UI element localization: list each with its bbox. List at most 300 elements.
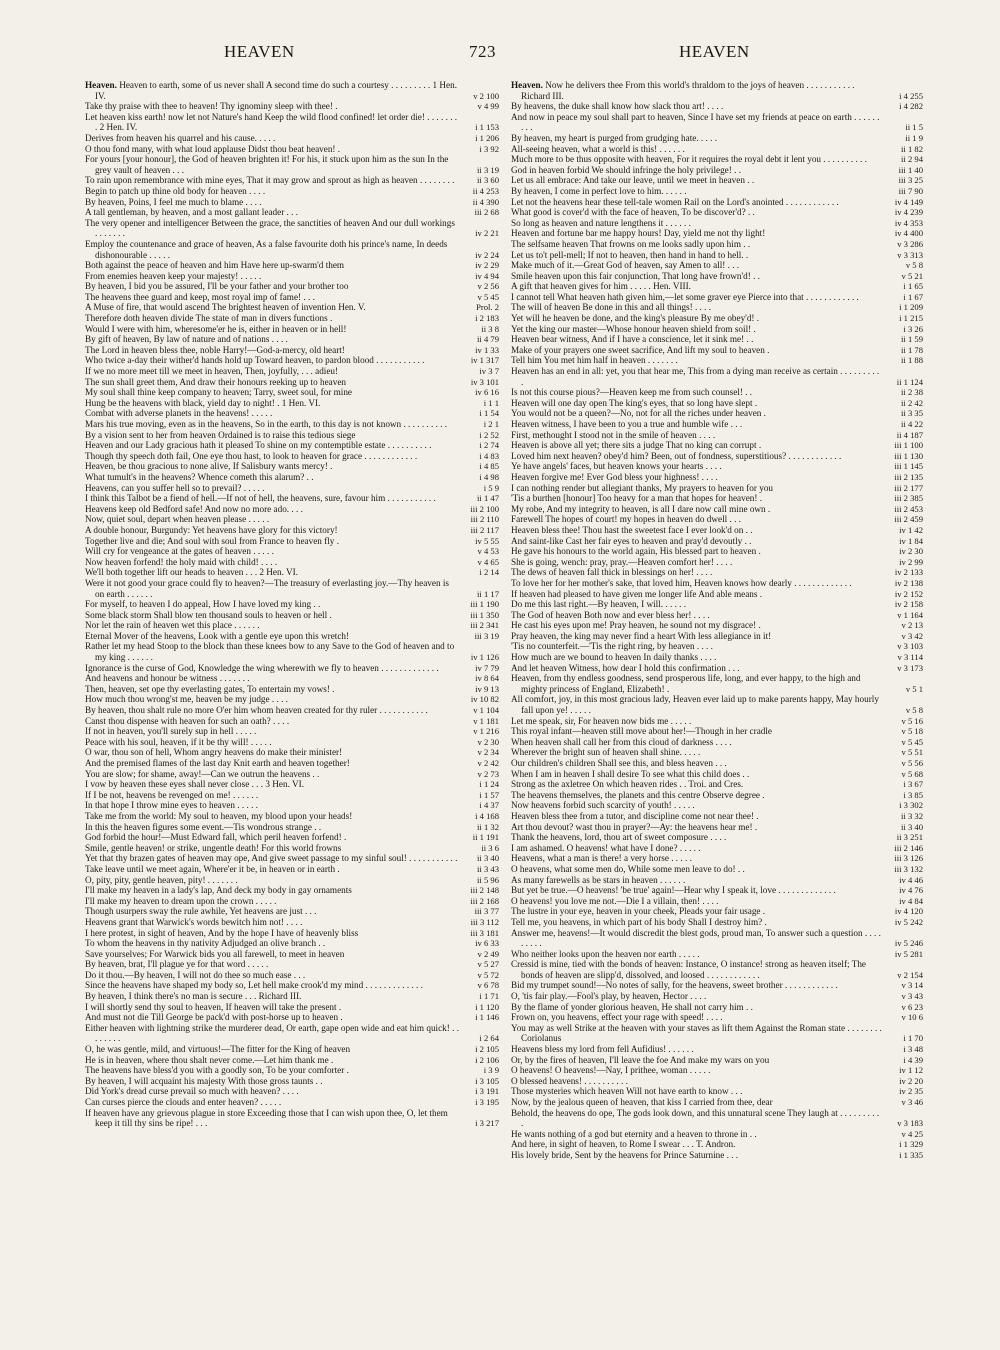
quotation-text: Wherever the bright sun of heaven shall shine. . . . . xyxy=(511,747,701,758)
concordance-entry xyxy=(511,737,923,748)
act-scene-line-reference: v 5 1 xyxy=(905,683,923,694)
concordance-entry xyxy=(511,694,923,715)
concordance-entry xyxy=(85,1065,499,1076)
concordance-entry xyxy=(511,334,923,345)
quotation-text: By heaven, Poins, I feel me much to blame . . . . xyxy=(85,196,262,207)
concordance-entry xyxy=(511,292,923,303)
act-scene-line-reference: i 4 83 xyxy=(479,450,499,461)
quotation-text: And here, in sight of heaven, to Rome I swear . . . T. Andron. xyxy=(511,1139,736,1150)
act-scene-line-reference: i 1 70 xyxy=(903,1033,923,1044)
concordance-entry xyxy=(511,461,923,472)
act-scene-line-reference: iv 2 158 xyxy=(894,599,923,610)
act-scene-line-reference: v 2 56 xyxy=(477,281,499,292)
act-scene-line-reference: ii 3 43 xyxy=(477,863,499,874)
act-scene-line-reference: v 3 42 xyxy=(901,630,923,641)
concordance-entry xyxy=(511,1002,923,1013)
act-scene-line-reference: v 3 173 xyxy=(897,662,923,673)
act-scene-line-reference: ii 1 9 xyxy=(905,132,923,143)
act-scene-line-reference: i 3 67 xyxy=(903,779,923,790)
concordance-entry xyxy=(511,324,923,335)
act-scene-line-reference: v 3 43 xyxy=(901,991,923,1002)
quotation-text: Heaven has an end in all: yet, you that hear me, This from a dying man receive as certain . . . . . . . . . . xyxy=(511,366,880,387)
concordance-entry xyxy=(511,917,923,928)
quotation-text: A Muse of fire, that would ascend The brightest heaven of invention Hen. V. xyxy=(85,302,366,313)
act-scene-line-reference: iv 7 79 xyxy=(475,662,499,673)
act-scene-line-reference: ii 3 32 xyxy=(901,810,923,821)
concordance-entry xyxy=(85,334,499,345)
act-scene-line-reference: v 1 104 xyxy=(473,705,499,716)
concordance-entry xyxy=(85,684,499,695)
concordance-entry xyxy=(511,408,923,419)
act-scene-line-reference: iii 2 385 xyxy=(894,493,923,504)
concordance-entry xyxy=(85,292,499,303)
quotation-text: If heaven have any grievous plague in store Exceeding those that I can wish upon thee, O, let them keep it till thy sins be ripe! . . . xyxy=(85,1107,448,1129)
act-scene-line-reference: iv 6 33 xyxy=(475,938,499,949)
concordance-entry xyxy=(85,864,499,875)
quotation-text: 'Tis no counterfeit.—'Tis the right ring, by heaven . . . . xyxy=(511,641,713,652)
act-scene-line-reference: iii 2 341 xyxy=(470,620,499,631)
quotation-text: Would I were with him, wheresome'er he is, either in heaven or in hell! xyxy=(85,323,347,334)
concordance-entry xyxy=(85,324,499,335)
quotation-text: Derives from heaven his quarrel and his cause. . . . . xyxy=(85,132,276,143)
concordance-entry xyxy=(85,133,499,144)
concordance-entry xyxy=(511,864,923,875)
act-scene-line-reference: iii 2 177 xyxy=(894,482,923,493)
quotation-text: Yet that thy brazen gates of heaven may ope, And give sweet passage to my sinful soul! . . . . . . . . . . . xyxy=(85,853,458,864)
concordance-entry xyxy=(85,853,499,864)
quotation-text: The lustre in your eye, heaven in your cheek, Pleads your fair usage . xyxy=(511,906,766,917)
act-scene-line-reference: iv 10 82 xyxy=(470,694,499,705)
quotation-text: O heavens! O heavens!—Nay, I prithee, woman . . . . . xyxy=(511,1065,711,1076)
concordance-entry xyxy=(85,1076,499,1087)
concordance-entry xyxy=(511,387,923,398)
act-scene-line-reference: i 3 191 xyxy=(475,1086,499,1097)
act-scene-line-reference: iv 4 120 xyxy=(894,906,923,917)
act-scene-line-reference: iii 3 19 xyxy=(474,630,499,641)
concordance-entry xyxy=(85,980,499,991)
quotation-text: By heaven, brat, I'll plague ye for that word . . . . . xyxy=(85,959,269,970)
quotation-text: How much thou wrong'st me, heaven be my judge . . . . xyxy=(85,694,288,705)
concordance-entry xyxy=(511,906,923,917)
quotation-text: The dews of heaven fall thick in blessings on her! . . . . xyxy=(511,567,713,578)
concordance-entry xyxy=(85,758,499,769)
quotation-text: To rain upon remembrance with mine eyes, That it may grow and sprout as high as heaven . . . . . . . . xyxy=(85,175,455,186)
concordance-entry xyxy=(511,250,923,261)
concordance-entry xyxy=(511,546,923,557)
act-scene-line-reference: v 10 6 xyxy=(901,1012,923,1023)
concordance-entry xyxy=(511,345,923,356)
concordance-entry xyxy=(511,1012,923,1023)
act-scene-line-reference: iv 4 353 xyxy=(894,217,923,228)
concordance-entry xyxy=(85,451,499,462)
act-scene-line-reference: iv 4 400 xyxy=(894,228,923,239)
concordance-entry xyxy=(511,355,923,366)
quotation-text: And heavens and honour be witness . . . . . . . xyxy=(85,673,250,684)
quotation-text: She is going, wench: pray, pray.—Heaven comfort her! . . . . xyxy=(511,556,733,567)
quotation-text: You would not be a queen?—No, not for all the riches under heaven . xyxy=(511,408,766,419)
quotation-text: Now heaven forfend! the holy maid with child! . . . . xyxy=(85,556,278,567)
quotation-text: Strong as the axletree On which heaven rides . . Troi. and Cres. xyxy=(511,779,744,790)
act-scene-line-reference: v 2 73 xyxy=(477,768,499,779)
act-scene-line-reference: ii 4 79 xyxy=(477,334,499,345)
act-scene-line-reference: iv 2 24 xyxy=(475,249,499,260)
concordance-entry xyxy=(85,1044,499,1055)
quotation-text: If we no more meet till we meet in heaven, Then, joyfully, . . . adieu! xyxy=(85,366,339,377)
quotation-text: The heavens thee guard and keep, most royal imp of fame! . . . xyxy=(85,291,315,302)
act-scene-line-reference: iv 5 246 xyxy=(894,938,923,949)
act-scene-line-reference: v 1 216 xyxy=(473,726,499,737)
act-scene-line-reference: i 2 14 xyxy=(479,567,499,578)
quotation-text: The heavens themselves, the planets and this centre Observe degree . xyxy=(511,789,765,800)
quotation-text: To whom the heavens in thy nativity Adjudged an olive branch . . xyxy=(85,938,326,949)
entry-keyword: Heaven. xyxy=(511,80,546,90)
quotation-text: Thank the heavens, lord, thou art of sweet composure . . . . xyxy=(511,832,727,843)
quotation-text: Those mysteries which heaven Will not have earth to know . . . xyxy=(511,1086,743,1097)
quotation-text: Heaven and fortune bar me happy hours! Day, yield me not thy light! xyxy=(511,228,766,239)
concordance-entry xyxy=(85,313,499,324)
quotation-text: Our children's children Shall see this, and bless heaven . . . xyxy=(511,758,727,768)
concordance-entry xyxy=(511,133,923,144)
concordance-entry xyxy=(511,1129,923,1140)
act-scene-line-reference: v 6 78 xyxy=(477,980,499,991)
quotation-text: A gift that heaven gives for him . . . . . Hen. VIII. xyxy=(511,281,691,292)
quotation-text: He cast his eyes upon me! Pray heaven, he sound not my disgrace! . xyxy=(511,620,761,631)
concordance-entry xyxy=(511,260,923,271)
act-scene-line-reference: v 5 68 xyxy=(901,768,923,779)
act-scene-line-reference: i 4 85 xyxy=(479,461,499,472)
concordance-entry xyxy=(85,673,499,684)
concordance-entry xyxy=(511,271,923,282)
quotation-text: How much are we bound to heaven In daily thanks . . . . xyxy=(511,652,717,663)
quotation-text: He gave his honours to the world again, His blessed part to heaven . xyxy=(511,546,761,557)
act-scene-line-reference: v 5 45 xyxy=(901,736,923,747)
concordance-entry xyxy=(511,451,923,462)
quotation-text: For yours [your honour], the God of heaven brighten it! For his, it stuck upon him as the sun In the grey vault of heaven . . . xyxy=(85,154,449,175)
quotation-text: This royal infant—heaven still move about her!—Though in her cradle xyxy=(511,726,773,737)
quotation-text: And saint-like Cast her fair eyes to heaven and pray'd devoutly . . xyxy=(511,535,752,546)
concordance-entry xyxy=(85,101,499,112)
concordance-entry xyxy=(85,355,499,366)
quotation-text: By heavens, the duke shall know how slack thou art! . . . . xyxy=(511,101,724,112)
act-scene-line-reference: i 2 52 xyxy=(479,429,499,440)
concordance-entry xyxy=(511,620,923,631)
concordance-entry xyxy=(85,1108,499,1129)
act-scene-line-reference: v 3 103 xyxy=(897,641,923,652)
quotation-text: I here protest, in sight of heaven, And by the hope I have of heavenly bliss xyxy=(85,927,359,938)
concordance-entry xyxy=(85,928,499,939)
act-scene-line-reference: ii 2 38 xyxy=(901,387,923,398)
quotation-text: O blessed heavens! . . . . . . . . . . xyxy=(511,1075,628,1086)
concordance-entry xyxy=(85,769,499,780)
quotation-text: God forbid the hour!—Must Edward fall, which peril heaven forfend! . xyxy=(85,832,347,843)
quotation-text: Now, quiet soul, depart when heaven please . . . . . xyxy=(85,514,270,525)
concordance-entry xyxy=(511,165,923,176)
act-scene-line-reference: v 4 99 xyxy=(477,101,499,112)
act-scene-line-reference: i 2 64 xyxy=(479,1033,499,1044)
quotation-text: So long as heaven and nature lengthens it . . . . . . xyxy=(511,217,691,228)
concordance-entry xyxy=(85,567,499,578)
concordance-entry xyxy=(511,302,923,313)
quotation-text: Peace with his soul, heaven, if it be thy will! . . . . . xyxy=(85,736,272,747)
concordance-entry xyxy=(85,885,499,896)
quotation-text: My robe, And my integrity to heaven, is all I dare now call mine own . xyxy=(511,503,771,514)
act-scene-line-reference: iii 3 181 xyxy=(470,927,499,938)
act-scene-line-reference: i 1 1 xyxy=(483,397,499,408)
act-scene-line-reference: v 3 114 xyxy=(897,652,923,663)
quotation-text: Take leave until we meet again, Where'er it be, in heaven or in earth . xyxy=(85,863,340,874)
quotation-text: When heaven shall call her from this cloud of darkness . . . . xyxy=(511,736,732,747)
quotation-text: O heavens, what some men do, While some men leave to do! . . xyxy=(511,863,745,874)
quotation-text: Both against the peace of heaven and him Have here up-swarm'd them xyxy=(85,260,345,271)
act-scene-line-reference: v 2 154 xyxy=(897,969,923,980)
act-scene-line-reference: ii 1 78 xyxy=(901,344,923,355)
quotation-text: He is in heaven, where thou shalt never come.—Let him thank me . xyxy=(85,1054,334,1065)
concordance-entry xyxy=(85,843,499,854)
concordance-entry xyxy=(85,1086,499,1097)
quotation-text: Heaven bless thee! Thou hast the sweetest face I ever look'd on . . xyxy=(511,524,753,535)
quotation-text: Therefore doth heaven divide The state of man in divers functions . xyxy=(85,313,333,324)
act-scene-line-reference: iii 2 459 xyxy=(894,514,923,525)
quotation-text: Heaven and our Lady gracious hath it pleased To shine on my contemptible estate . . . . . . . . . . xyxy=(85,440,432,451)
quotation-text: Combat with adverse planets in the heavens! . . . . . xyxy=(85,408,273,419)
act-scene-line-reference: i 1 146 xyxy=(475,1012,499,1023)
quotation-text: Can curses pierce the clouds and enter heaven? . . . . . xyxy=(85,1097,282,1107)
act-scene-line-reference: v 5 51 xyxy=(901,747,923,758)
quotation-text: Let me speak, sir, For heaven now bids me . . . . . xyxy=(511,715,692,726)
quotation-text: But yet be true.—O heavens! 'be true' again!—Hear why I speak it, love . . . . . . . . . . . . . xyxy=(511,885,836,896)
concordance-entry xyxy=(85,218,499,239)
concordance-entry xyxy=(85,493,499,504)
concordance-entry xyxy=(85,822,499,833)
act-scene-line-reference: v 2 49 xyxy=(477,948,499,959)
act-scene-line-reference: ii 3 35 xyxy=(901,408,923,419)
quotation-text: Behold, the heavens do ope, The gods look down, and this unnatural scene They laugh at . . . . . . . . . . xyxy=(511,1107,880,1129)
act-scene-line-reference: iv 1 317 xyxy=(470,355,499,366)
quotation-text: Pray heaven, the king may never find a heart With less allegiance in it! xyxy=(511,630,772,641)
concordance-entry xyxy=(85,461,499,472)
concordance-entry xyxy=(511,112,923,133)
concordance-entry xyxy=(511,525,923,536)
concordance-entry xyxy=(85,408,499,419)
act-scene-line-reference: iii 2 117 xyxy=(470,524,499,535)
concordance-entry xyxy=(511,504,923,515)
concordance-entry xyxy=(85,737,499,748)
quotation-text: Heaven is above all yet; there sits a judge That no king can corrupt . xyxy=(511,440,762,451)
act-scene-line-reference: v 3 14 xyxy=(901,980,923,991)
concordance-entry xyxy=(85,430,499,441)
concordance-entry xyxy=(85,197,499,208)
quotation-text: In that hope I throw mine eyes to heaven . . . . . xyxy=(85,800,258,811)
act-scene-line-reference: v 4 65 xyxy=(477,556,499,567)
act-scene-line-reference: i 1 335 xyxy=(899,1149,923,1160)
act-scene-line-reference: iii 1 350 xyxy=(470,609,499,620)
act-scene-line-reference: v 1 164 xyxy=(897,609,923,620)
concordance-entry xyxy=(511,885,923,896)
act-scene-line-reference: ii 1 59 xyxy=(901,334,923,345)
concordance-entry xyxy=(85,207,499,218)
act-scene-line-reference: i 1 120 xyxy=(475,1001,499,1012)
act-scene-line-reference: iv 1 12 xyxy=(899,1065,923,1076)
quotation-text: I'll make my heaven in a lady's lap, And deck my body in gay ornaments xyxy=(85,885,352,896)
act-scene-line-reference: i 1 206 xyxy=(475,132,499,143)
quotation-text: Take me from the world: My soul to heaven, my blood upon your heads! xyxy=(85,810,353,821)
concordance-entry xyxy=(511,197,923,208)
act-scene-line-reference: i 2 1 xyxy=(483,419,499,429)
concordance-entry xyxy=(511,599,923,610)
concordance-entry xyxy=(85,186,499,197)
act-scene-line-reference: i 4 98 xyxy=(479,471,499,482)
concordance-entry xyxy=(511,239,923,250)
act-scene-line-reference: v 2 13 xyxy=(901,620,923,631)
quotation-text: Then, heaven, set ope thy everlasting gates, To entertain my vows! . xyxy=(85,683,335,694)
act-scene-line-reference: v 5 8 xyxy=(905,705,923,716)
concordance-entry xyxy=(85,631,499,642)
quotation-text: Heaven, from thy endless goodness, send prosperous life, long, and ever happy, to the high and mighty princess of England, Elizabeth! . xyxy=(511,673,861,694)
concordance-entry xyxy=(511,747,923,758)
quotation-text: By heaven, I will acquaint his majesty With those gross taunts . . xyxy=(85,1075,323,1086)
act-scene-line-reference: v 2 100 xyxy=(473,90,499,101)
act-scene-line-reference: iv 2 152 xyxy=(894,588,923,599)
concordance-entry xyxy=(85,917,499,928)
quotation-text: The selfsame heaven That frowns on me looks sadly upon him . . xyxy=(511,238,751,249)
concordance-entry xyxy=(85,271,499,282)
quotation-text: A tall gentleman, by heaven, and a most gallant leader . . . xyxy=(85,207,299,218)
concordance-entry xyxy=(85,377,499,388)
act-scene-line-reference: ii 1 88 xyxy=(901,355,923,366)
quotation-text: Heavens keep old Bedford safe! And now no more ado. . . . xyxy=(85,503,303,514)
quotation-text: What tumult's in the heavens? Whence cometh this alarum? . . xyxy=(85,471,314,482)
concordance-entry xyxy=(511,959,923,980)
concordance-entry xyxy=(85,1002,499,1013)
act-scene-line-reference: ii 3 19 xyxy=(477,164,499,175)
act-scene-line-reference: iii 1 130 xyxy=(894,450,923,461)
concordance-entry xyxy=(85,991,499,1002)
act-scene-line-reference: ii 1 5 xyxy=(905,122,923,133)
quotation-text: Begin to patch up thine old body for heaven . . . . xyxy=(85,185,266,196)
concordance-entry xyxy=(85,938,499,949)
act-scene-line-reference: iii 3 112 xyxy=(470,916,499,927)
act-scene-line-reference: iv 1 84 xyxy=(899,535,923,546)
concordance-entry xyxy=(511,483,923,494)
quotation-text: Smile, gentle heaven! or strike, ungentle death! For this world frowns xyxy=(85,842,342,853)
concordance-entry xyxy=(511,1076,923,1087)
concordance-entry xyxy=(85,970,499,981)
concordance-entry xyxy=(85,144,499,155)
quotation-text: Eternal Mover of the heavens, Look with a gentle eye upon this wretch! xyxy=(85,630,350,641)
quotation-text: Answer me, heavens!—It would discredit the blest gods, proud man, To answer such a question . . . . . . . . . xyxy=(511,927,881,949)
quotation-text: Make much of it.—Great God of heaven, say Amen to all! . . . xyxy=(511,260,740,271)
quotation-text: By heaven, I think there's no man is secure . . . Richard III. xyxy=(85,991,302,1002)
concordance-entry xyxy=(511,144,923,155)
act-scene-line-reference: i 1 65 xyxy=(903,281,923,292)
act-scene-line-reference: ii 1 32 xyxy=(477,821,499,832)
quotation-text: Though usurpers sway the rule awhile, Yet heavens are just . . . xyxy=(85,906,317,917)
act-scene-line-reference: ii 5 96 xyxy=(477,874,499,885)
quotation-text: If not in heaven, you'll surely sup in hell . . . . . xyxy=(85,726,257,737)
quotation-text: Make of your prayers one sweet sacrifice, And lift my soul to heaven . xyxy=(511,344,770,355)
concordance-entry xyxy=(511,716,923,727)
quotation-text: Save yourselves; For Warwick bids you all farewell, to meet in heaven xyxy=(85,948,345,959)
concordance-entry xyxy=(85,419,499,430)
concordance-entry xyxy=(511,896,923,907)
act-scene-line-reference: i 3 9 xyxy=(483,1065,499,1076)
concordance-entry xyxy=(85,387,499,398)
act-scene-line-reference: iv 5 55 xyxy=(475,535,499,546)
act-scene-line-reference: iv 3 7 xyxy=(479,366,499,377)
quotation-text: If I be not, heavens be revenged on me! . . . . . . xyxy=(85,789,259,800)
act-scene-line-reference: iv 2 21 xyxy=(475,228,499,239)
concordance-entry xyxy=(85,1097,499,1108)
act-scene-line-reference: i 3 85 xyxy=(903,789,923,800)
concordance-entry xyxy=(85,525,499,536)
concordance-entry xyxy=(85,726,499,737)
quotation-text: Ye have angels' faces, but heaven knows your hearts . . . . xyxy=(511,461,722,472)
quotation-text: First, methought I stood not in the smile of heaven . . . . xyxy=(511,429,716,440)
quotation-text: 'Tis a burthen [honour] Too heavy for a man that hopes for heaven! . xyxy=(511,493,763,504)
quotation-text: Canst thou dispense with heaven for such an oath? . . . . xyxy=(85,715,290,726)
concordance-entry xyxy=(511,514,923,525)
act-scene-line-reference: v 2 34 xyxy=(477,747,499,758)
right-column xyxy=(511,80,923,1335)
quotation-text: Either heaven with lightning strike the murderer dead, Or earth, gape open wide and eat him quick! . . . . . . . . xyxy=(85,1022,460,1044)
act-scene-line-reference: iii 1 145 xyxy=(894,461,923,472)
concordance-entry xyxy=(511,1023,923,1044)
quotation-text: Do me this last right.—By heaven, I will. . . . . . xyxy=(511,599,687,610)
concordance-entry xyxy=(85,504,499,515)
act-scene-line-reference: iii 2 453 xyxy=(894,503,923,514)
act-scene-line-reference: i 4 255 xyxy=(899,90,923,101)
quotation-text: Let heaven kiss earth! now let not Nature's hand Keep the wild flood confined! let order die! . . . . . . . . 2 Hen. IV. xyxy=(85,111,458,133)
act-scene-line-reference: ii 4 22 xyxy=(901,419,923,429)
quotation-text: As many farewells as be stars in heaven . . . . . . xyxy=(511,874,686,885)
act-scene-line-reference: i 1 24 xyxy=(479,779,499,790)
concordance-entry xyxy=(511,1097,923,1108)
concordance-entry xyxy=(511,832,923,843)
concordance-entry xyxy=(511,536,923,547)
concordance-entry xyxy=(85,398,499,409)
quotation-text: Yet the king our master—Whose honour heaven shield from soil! . xyxy=(511,323,756,334)
quotation-text: What good is cover'd with the face of heaven, To be discover'd? . . xyxy=(511,207,755,218)
quotation-text: O heavens! you love me not.—Die I a villain, then! . . . . xyxy=(511,895,719,906)
quotation-text: Do it thou.—By heaven, I will not do thee so much ease . . . xyxy=(85,969,306,980)
quotation-text: Since the heavens have shaped my body so, Let hell make crook'd my mind . . . . . . . . . . . . . xyxy=(85,980,423,991)
concordance-entry xyxy=(85,175,499,186)
act-scene-line-reference: i 3 92 xyxy=(479,143,499,154)
quotation-text: The very opener and intelligencer Between the grace, the sanctities of heaven And our dull workings . . . . . . . xyxy=(85,217,455,239)
act-scene-line-reference: iii 1 100 xyxy=(894,440,923,451)
concordance-entry xyxy=(511,366,923,387)
concordance-entry xyxy=(511,207,923,218)
concordance-entry xyxy=(511,652,923,663)
concordance-entry xyxy=(511,610,923,621)
act-scene-line-reference: v 2 42 xyxy=(477,758,499,768)
act-scene-line-reference: i 2 106 xyxy=(475,1054,499,1065)
act-scene-line-reference: iv 1 126 xyxy=(470,652,499,663)
quotation-text: I am ashamed. O heavens! what have I done? . . . . . xyxy=(511,842,701,853)
quotation-text: Bid my trumpet sound!—No notes of sally, for the heavens, sweet brother . . . . . . . . . . . . xyxy=(511,980,838,991)
act-scene-line-reference: v 3 313 xyxy=(897,249,923,260)
quotation-text: Yet will he heaven be done, and the king's pleasure By me obey'd! . xyxy=(511,313,760,324)
quotation-text: And the premised flames of the last day Knit earth and heaven together! xyxy=(85,758,350,768)
quotation-text: Mars his true moving, even as in the heavens, So in the earth, to this day is not known . . . . . . . . . . xyxy=(85,419,448,429)
act-scene-line-reference: iv 2 133 xyxy=(894,567,923,578)
quotation-text: Employ the countenance and grace of heaven, As a false favourite doth his prince's name, In deeds dishonourable . . . . . xyxy=(85,238,448,260)
act-scene-line-reference: ii 1 17 xyxy=(477,588,499,599)
act-scene-line-reference: ii 1 191 xyxy=(472,832,499,843)
act-scene-line-reference: iii 2 100 xyxy=(470,503,499,514)
quotation-text: Heaven, be thou gracious to none alive, If Salisbury wants mercy! . xyxy=(85,461,333,472)
concordance-entry xyxy=(85,281,499,292)
